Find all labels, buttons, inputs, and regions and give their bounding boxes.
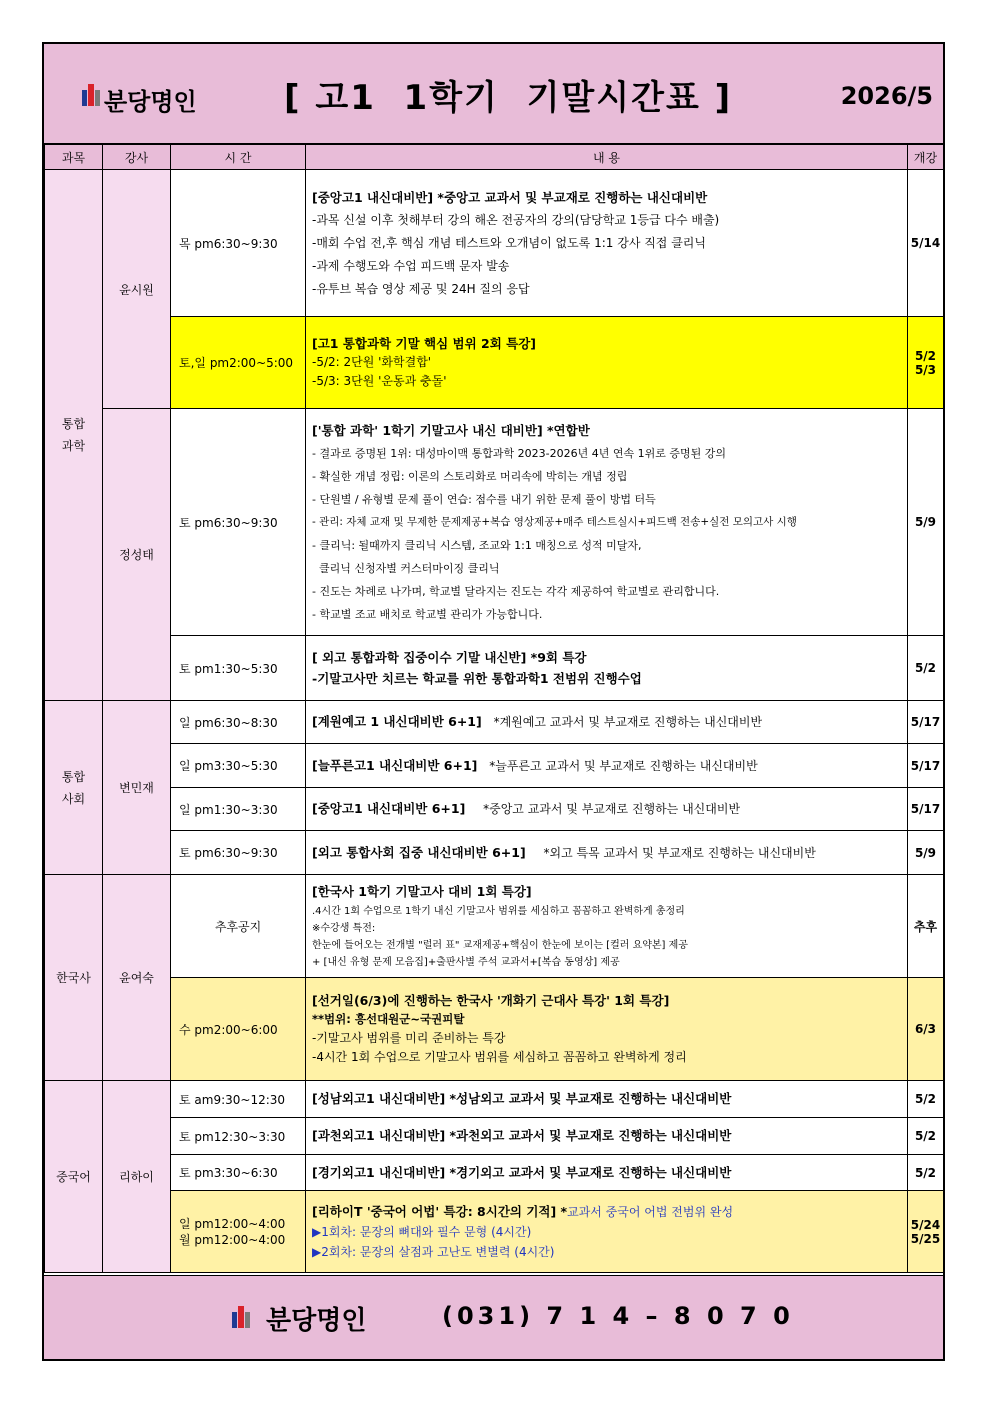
time-cell: 일 pm3:30~5:30 (171, 744, 306, 788)
subject-cell: 통합 과학 (45, 170, 103, 701)
col-header-teacher: 강사 (103, 145, 171, 170)
content-line: -과목 신설 이후 첫해부터 강의 해온 전공자의 강의(담당학교 1등급 다수 배출) (312, 212, 720, 227)
content-cell (306, 409, 908, 636)
course-title: [경기외고1 내신대비반] *경기외고 교과서 및 부교재로 진행하는 내신대비반 (312, 1164, 732, 1180)
open-date-cell: 5/17 (908, 788, 944, 831)
content-cell (306, 1191, 908, 1273)
content-line: ▶2회차: 문장의 살점과 고난도 변별력 (4시간) (312, 1244, 555, 1259)
col-header-content: 내 용 (306, 145, 908, 170)
content-cell (306, 636, 908, 701)
course-title: [한국사 1학기 기말고사 대비 1회 특강] (312, 884, 532, 899)
open-date-cell: 6/3 (908, 978, 944, 1081)
course-title: [리하이T '중국어 어법' 특강: 8시간의 기적] * (312, 1203, 568, 1219)
course-title: ['통합 과학' 1학기 기말고사 내신 대비반] *연합반 (312, 422, 590, 438)
content-line: - 진도는 차례로 나가며, 학교별 달라지는 진도는 각각 제공하여 학교별로 관리합니다. (312, 584, 720, 598)
page-title: [ 고1 1학기 기말시간표 ] (284, 78, 733, 118)
teacher-cell: 정성태 (103, 409, 171, 701)
content-cell (306, 1081, 908, 1118)
content-line: **범위: 흥선대원군~국권피탈 (312, 1012, 465, 1026)
content-cell (306, 701, 908, 744)
phone-number: (031) 7 1 4 – 8 0 7 0 (442, 1302, 794, 1330)
col-header-subject: 과목 (45, 145, 103, 170)
content-line: 클리닉 신청자별 커스터마이징 클리닉 (312, 561, 500, 575)
brand-name: 분당명인 (104, 88, 197, 116)
time-cell: 일 pm6:30~8:30 (171, 701, 306, 744)
open-date-cell: 5/2 (908, 636, 944, 701)
content-line: -매회 수업 전,후 핵심 개념 테스트와 오개념이 없도록 1:1 강사 직접 클리닉 (312, 235, 706, 250)
table-row (45, 636, 944, 701)
subject-cell: 한국사 (45, 875, 103, 1081)
open-date-cell: 5/2 5/3 (908, 317, 944, 409)
header-banner (44, 44, 943, 144)
content-line: - 클리닉: 될때까지 클리닉 시스템, 조교와 1:1 매칭으로 성적 미달자, (312, 538, 642, 552)
course-title: [ 외고 통합과학 집중이수 기말 내신반] *9회 특강 (312, 650, 587, 665)
table-row (45, 701, 944, 744)
course-title: [늘푸른고1 내신대비반 6+1] (312, 757, 478, 773)
time-cell: 목 pm6:30~9:30 (171, 170, 306, 317)
col-header-time: 시 간 (171, 145, 306, 170)
table-row (45, 1155, 944, 1191)
table-row (45, 875, 944, 978)
open-date-cell: 5/9 (908, 831, 944, 875)
table-row (45, 170, 944, 317)
table-row (45, 409, 944, 636)
teacher-cell: 윤여숙 (103, 875, 171, 1081)
course-note: 교과서 중국어 어법 전범위 완성 (567, 1204, 734, 1219)
open-date-cell: 추후 (908, 875, 944, 978)
time-cell: 추후공지 (171, 875, 306, 978)
content-line: - 단원별 / 유형별 문제 풀이 연습: 점수를 내기 위한 문제 풀이 방법 터득 (312, 492, 656, 506)
content-cell (306, 1118, 908, 1155)
content-cell (306, 788, 908, 831)
content-line: .4시간 1회 수업으로 1학기 내신 기말고사 범위를 세심하고 꼼꼼하고 완벽하게 총정리 (312, 906, 685, 917)
table-row (45, 978, 944, 1081)
brand-logo-icon (232, 1306, 250, 1328)
content-cell (306, 170, 908, 317)
teacher-cell: 윤시원 (103, 170, 171, 409)
table-row (45, 744, 944, 788)
time-cell: 토 pm6:30~9:30 (171, 409, 306, 636)
teacher-cell: 리하이 (103, 1081, 171, 1273)
time-cell: 일 pm1:30~3:30 (171, 788, 306, 831)
open-date-cell: 5/17 (908, 701, 944, 744)
open-date-cell: 5/9 (908, 409, 944, 636)
course-title: [고1 통합과학 기말 핵심 범위 2회 특강] (312, 336, 536, 351)
content-line: - 결과로 증명된 1위: 대성마이맥 통합과학 2023-2026년 4년 연속 1위로 증명된 강의 (312, 446, 726, 460)
table-row (45, 788, 944, 831)
content-cell (306, 978, 908, 1081)
col-header-open: 개강 (908, 145, 944, 170)
content-cell (306, 317, 908, 409)
content-line: + [내신 유형 문제 모음집]+출판사별 주석 교과서+[복습 동영상] 제공 (312, 957, 620, 968)
course-title: [계원예고 1 내신대비반 6+1] (312, 714, 482, 729)
table-row (45, 1118, 944, 1155)
content-line: -과제 수행도와 수업 피드백 문자 발송 (312, 258, 510, 273)
content-line: - 관리: 자체 교재 및 무제한 문제제공+복습 영상제공+매주 테스트실시+피드백 전송+실전 모의고사 시행 (312, 515, 797, 528)
open-date-cell: 5/14 (908, 170, 944, 317)
content-cell (306, 831, 908, 875)
open-date-cell: 5/2 (908, 1081, 944, 1118)
table-row (45, 1081, 944, 1118)
content-line: -4시간 1회 수업으로 기말고사 범위를 세심하고 꼼꼼하고 완벽하게 정리 (312, 1050, 687, 1064)
time-cell: 수 pm2:00~6:00 (171, 978, 306, 1081)
subject-cell: 중국어 (45, 1081, 103, 1273)
schedule-table (44, 144, 944, 1273)
time-cell: 토 pm1:30~5:30 (171, 636, 306, 701)
time-cell: 토 pm3:30~6:30 (171, 1155, 306, 1191)
schedule-sheet (42, 42, 945, 1361)
content-cell (306, 744, 908, 788)
footer-brand-name: 분당명인 (266, 1306, 367, 1336)
content-line: -유투브 복습 영상 제공 및 24H 질의 응답 (312, 281, 530, 296)
open-date-cell: 5/2 (908, 1155, 944, 1191)
schedule-date: 2026/5 (840, 82, 933, 110)
course-note: *늘푸른고 교과서 및 부교재로 진행하는 내신대비반 (489, 758, 758, 773)
course-note: *외고 특목 교과서 및 부교재로 진행하는 내신대비반 (543, 845, 816, 860)
brand-logo-icon (82, 84, 100, 106)
content-line: - 확실한 개념 정립: 이론의 스토리화로 머리속에 박히는 개념 정립 (312, 469, 628, 483)
table-row (45, 1191, 944, 1273)
content-line: -5/2: 2단원 '화학결합' (312, 355, 432, 369)
content-line: -5/3: 3단원 '운동과 충돌' (312, 374, 447, 388)
time-cell: 토 pm12:30~3:30 (171, 1118, 306, 1155)
content-line: ※수강생 특전: (312, 923, 376, 934)
table-row (45, 831, 944, 875)
course-title: [성남외고1 내신대비반] *성남외고 교과서 및 부교재로 진행하는 내신대비반 (312, 1091, 732, 1106)
course-title: [과천외고1 내신대비반] *과천외고 교과서 및 부교재로 진행하는 내신대비반 (312, 1128, 732, 1143)
table-row (45, 317, 944, 409)
time-cell: 토 pm6:30~9:30 (171, 831, 306, 875)
time-cell: 일 pm12:00~4:00 월 pm12:00~4:00 (171, 1191, 306, 1273)
content-line: -기말고사만 치르는 학교를 위한 통합과학1 전범위 진행수업 (312, 671, 642, 686)
course-note: *중앙고 교과서 및 부교재로 진행하는 내신대비반 (483, 802, 741, 816)
footer-banner (44, 1275, 943, 1359)
course-title: [외고 통합사회 집중 내신대비반 6+1] (312, 844, 526, 860)
table-header-row (45, 145, 944, 170)
course-title: [선거일(6/3)에 진행하는 한국사 '개화기 근대사 특강' 1회 특강] (312, 993, 670, 1008)
time-cell: 토 am9:30~12:30 (171, 1081, 306, 1118)
open-date-cell: 5/17 (908, 744, 944, 788)
content-cell (306, 1155, 908, 1191)
course-title: [중앙고1 내신대비반 6+1] (312, 801, 466, 816)
content-line: -기말고사 범위를 미리 준비하는 특강 (312, 1031, 506, 1045)
time-cell: 토,일 pm2:00~5:00 (171, 317, 306, 409)
open-date-cell: 5/24 5/25 (908, 1191, 944, 1273)
content-line: - 학교별 조교 배치로 학교별 관리가 가능합니다. (312, 607, 543, 621)
content-cell (306, 875, 908, 978)
subject-cell: 통합 사회 (45, 701, 103, 875)
content-line: 한눈에 들어오는 전개별 "럴러 표" 교재제공+핵심이 한눈에 보이는 [컬러 요약본] 제공 (312, 940, 688, 951)
open-date-cell: 5/2 (908, 1118, 944, 1155)
content-line: ▶1회차: 문장의 뼈대와 필수 문형 (4시간) (312, 1224, 532, 1239)
course-title: [중앙고1 내신대비반] *중앙고 교과서 및 부교재로 진행하는 내신대비반 (312, 189, 708, 205)
course-note: *계원예고 교과서 및 부교재로 진행하는 내신대비반 (493, 715, 763, 729)
teacher-cell: 변민재 (103, 701, 171, 875)
